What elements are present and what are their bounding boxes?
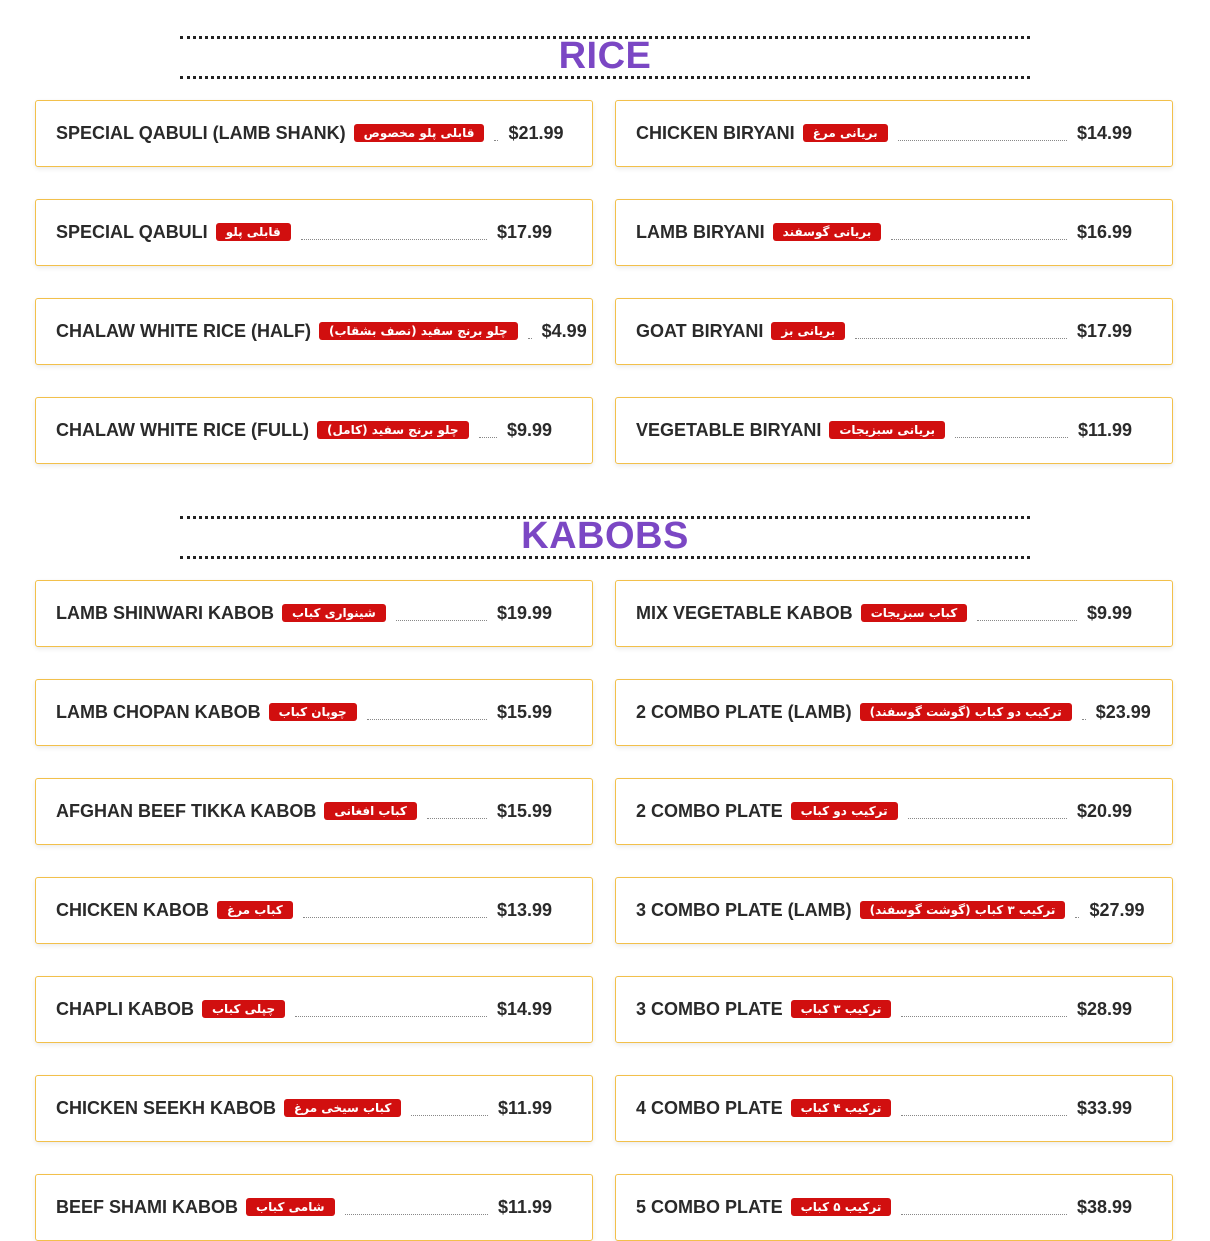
- menu-item-card[interactable]: [615, 1174, 1173, 1241]
- item-name: SPECIAL QABULI (LAMB SHANK): [56, 123, 346, 143]
- menu-item-card[interactable]: [35, 679, 593, 746]
- item-translation-badge: بریانی بز: [771, 322, 845, 340]
- dotted-leader: [977, 620, 1077, 621]
- item-name: LAMB CHOPAN KABOB: [56, 702, 261, 722]
- item-price: $23.99: [1095, 702, 1151, 722]
- dotted-leader: [367, 719, 487, 720]
- item-translation-badge: شینواری کباب: [282, 604, 386, 622]
- item-price: $16.99: [1076, 222, 1132, 242]
- menu-item-card[interactable]: [35, 100, 593, 167]
- item-translation-badge: کباب افغانی: [324, 802, 417, 820]
- menu-item-card[interactable]: [615, 877, 1173, 944]
- item-name: CHALAW WHITE RICE (FULL): [56, 420, 309, 440]
- menu-item-card[interactable]: [615, 580, 1173, 647]
- section-title: RICE: [558, 35, 652, 77]
- menu-section-kabobs: [0, 515, 1210, 1217]
- item-name: 5 COMBO PLATE: [636, 1197, 783, 1217]
- item-price: $11.99: [1077, 420, 1132, 440]
- section-header: [0, 36, 1210, 96]
- dotted-leader: [411, 1115, 488, 1116]
- section-header: [0, 516, 1210, 576]
- item-price: $19.99: [496, 603, 552, 623]
- item-price: $20.99: [1076, 801, 1132, 821]
- item-price: $21.99: [508, 123, 564, 143]
- item-translation-badge: ترکیب دو کباب (گوشت گوسفند): [860, 703, 1072, 721]
- dotted-leader: [494, 140, 498, 141]
- item-name: VEGETABLE BIRYANI: [636, 420, 822, 440]
- item-translation-badge: ترکیب ۳ کباب (گوشت گوسفند): [860, 901, 1066, 919]
- item-translation-badge: ترکیب ۵ کباب: [791, 1198, 892, 1216]
- item-name: 4 COMBO PLATE: [636, 1098, 783, 1118]
- item-name: 2 COMBO PLATE (LAMB): [636, 702, 852, 722]
- item-price: $15.99: [496, 702, 552, 722]
- menu-item-card[interactable]: [615, 976, 1173, 1043]
- menu-item-card[interactable]: [615, 778, 1173, 845]
- dotted-leader: [901, 1115, 1067, 1116]
- item-name: GOAT BIRYANI: [636, 321, 764, 341]
- item-translation-badge: چپلی کباب: [202, 1000, 285, 1018]
- menu-item-card[interactable]: [35, 397, 593, 464]
- dotted-leader: [898, 140, 1067, 141]
- item-price: $9.99: [1086, 603, 1132, 623]
- menu-item-card[interactable]: [615, 679, 1173, 746]
- dotted-leader: [303, 917, 487, 918]
- menu-item-card[interactable]: [35, 199, 593, 266]
- dotted-divider: [180, 556, 1030, 559]
- item-translation-badge: کباب مرغ: [217, 901, 293, 919]
- dotted-divider: [180, 76, 1030, 79]
- item-name: SPECIAL QABULI: [56, 222, 208, 242]
- menu-item-card[interactable]: [35, 1174, 593, 1241]
- section-title: KABOBS: [521, 515, 689, 557]
- item-translation-badge: کباب سبزیجات: [861, 604, 968, 622]
- dotted-leader: [901, 1016, 1067, 1017]
- dotted-leader: [479, 437, 497, 438]
- item-price: $28.99: [1076, 999, 1132, 1019]
- item-translation-badge: چلو برنج سفید (کامل): [317, 421, 469, 439]
- item-translation-badge: شامی کباب: [246, 1198, 335, 1216]
- menu-item-card[interactable]: [35, 778, 593, 845]
- item-translation-badge: بریانی گوسفند: [773, 223, 882, 241]
- item-name: AFGHAN BEEF TIKKA KABOB: [56, 801, 317, 821]
- item-price: $11.99: [497, 1098, 552, 1118]
- item-name: MIX VEGETABLE KABOB: [636, 603, 853, 623]
- menu-item-card[interactable]: [35, 877, 593, 944]
- item-translation-badge: قابلی پلو: [216, 223, 291, 241]
- item-price: $15.99: [496, 801, 552, 821]
- dotted-leader: [855, 338, 1067, 339]
- item-price: $17.99: [496, 222, 552, 242]
- item-price: $13.99: [496, 900, 552, 920]
- item-translation-badge: قابلی پلو مخصوص: [354, 124, 485, 142]
- item-price: $14.99: [496, 999, 552, 1019]
- dotted-leader: [396, 620, 487, 621]
- dotted-leader: [295, 1016, 487, 1017]
- item-price: $27.99: [1089, 900, 1145, 920]
- item-translation-badge: ترکیب ۳ کباب: [791, 1000, 892, 1018]
- menu-item-card[interactable]: [35, 976, 593, 1043]
- dotted-leader: [1082, 719, 1086, 720]
- item-name: CHAPLI KABOB: [56, 999, 194, 1019]
- menu-item-card[interactable]: [615, 100, 1173, 167]
- menu-item-card[interactable]: [615, 199, 1173, 266]
- item-translation-badge: چلو برنج سفید (نصف بشقاب): [319, 322, 518, 340]
- item-price: $17.99: [1076, 321, 1132, 341]
- item-name: 3 COMBO PLATE: [636, 999, 783, 1019]
- item-name: LAMB SHINWARI KABOB: [56, 603, 274, 623]
- dotted-leader: [528, 338, 532, 339]
- item-name: CHICKEN BIRYANI: [636, 123, 795, 143]
- dotted-leader: [1075, 917, 1079, 918]
- item-translation-badge: ترکیب ۴ کباب: [791, 1099, 892, 1117]
- item-name: CHICKEN KABOB: [56, 900, 209, 920]
- item-translation-badge: چوپان کباب: [269, 703, 357, 721]
- item-name: CHALAW WHITE RICE (HALF): [56, 321, 311, 341]
- menu-section-rice: [0, 35, 1210, 440]
- menu-item-card[interactable]: [615, 1075, 1173, 1142]
- menu-item-card[interactable]: [615, 397, 1173, 464]
- item-translation-badge: ترکیب دو کباب: [791, 802, 898, 820]
- item-name: 3 COMBO PLATE (LAMB): [636, 900, 852, 920]
- dotted-leader: [908, 818, 1067, 819]
- menu-item-card[interactable]: [35, 1075, 593, 1142]
- menu-item-card[interactable]: [615, 298, 1173, 365]
- dotted-leader: [427, 818, 487, 819]
- item-translation-badge: بریانی مرغ: [803, 124, 888, 142]
- item-name: LAMB BIRYANI: [636, 222, 765, 242]
- item-price: $33.99: [1076, 1098, 1132, 1118]
- item-price: $11.99: [497, 1197, 552, 1217]
- item-price: $9.99: [506, 420, 552, 440]
- item-price: $38.99: [1076, 1197, 1132, 1217]
- menu-item-card[interactable]: [35, 298, 593, 365]
- item-translation-badge: بریانی سبزیجات: [829, 421, 945, 439]
- item-name: 2 COMBO PLATE: [636, 801, 783, 821]
- dotted-leader: [301, 239, 487, 240]
- item-name: CHICKEN SEEKH KABOB: [56, 1098, 277, 1118]
- dotted-leader: [891, 239, 1067, 240]
- item-price: $4.99: [541, 321, 587, 341]
- item-name: BEEF SHAMI KABOB: [56, 1197, 239, 1217]
- item-translation-badge: کباب سیخی مرغ: [284, 1099, 401, 1117]
- menu-item-card[interactable]: [35, 580, 593, 647]
- dotted-leader: [955, 437, 1068, 438]
- item-price: $14.99: [1076, 123, 1132, 143]
